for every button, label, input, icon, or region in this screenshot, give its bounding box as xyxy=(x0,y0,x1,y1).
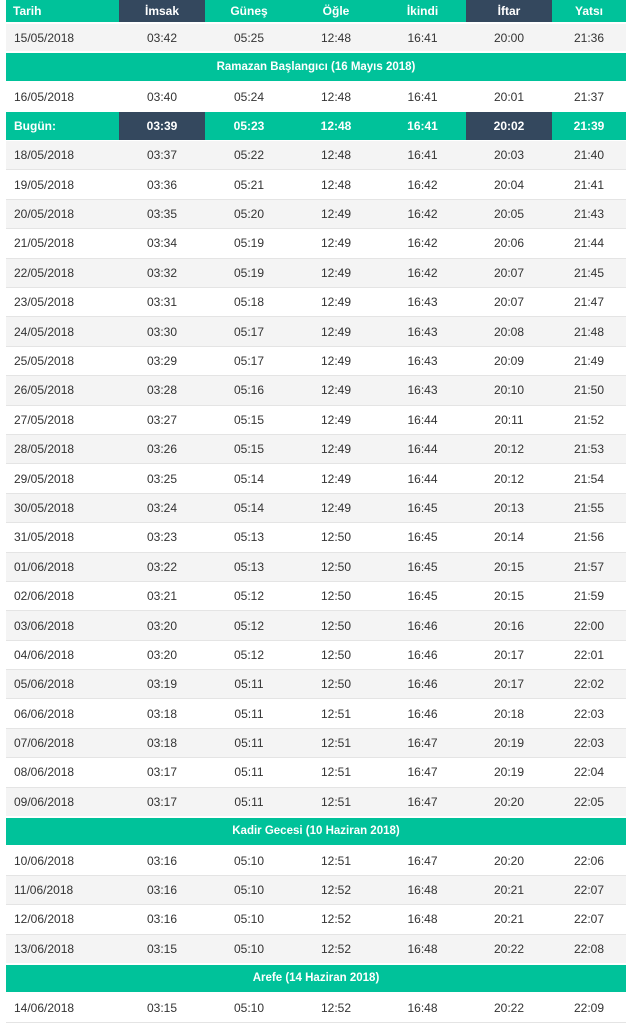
imsak-cell: 03:19 xyxy=(119,670,205,699)
imsak-cell: 03:36 xyxy=(146,177,178,192)
gunes-cell: 05:19 xyxy=(233,236,265,251)
ogle-cell: 12:49 xyxy=(320,471,352,486)
imsak-cell: 03:22 xyxy=(119,552,205,581)
yatsi-cell: 21:43 xyxy=(552,199,626,228)
imsak-cell: 03:31 xyxy=(146,295,178,310)
date-cell: 10/06/2018 xyxy=(14,853,75,868)
yatsi-cell: 21:57 xyxy=(552,552,626,581)
table-row xyxy=(6,346,626,375)
ikindi-cell: 16:46 xyxy=(407,706,438,721)
ogle-cell: 12:49 xyxy=(293,376,379,405)
date-cell: 11/06/2018 xyxy=(6,875,119,904)
yatsi-cell: 21:36 xyxy=(552,23,626,52)
ikindi-cell: 16:42 xyxy=(379,258,466,287)
gunes-cell: 05:11 xyxy=(234,765,264,780)
date-cell: 30/05/2018 xyxy=(6,493,119,522)
ogle-cell: 12:49 xyxy=(320,353,352,368)
date-cell: 03/06/2018 xyxy=(6,611,119,640)
yatsi-cell: 21:53 xyxy=(552,434,626,463)
ikindi-cell: 16:47 xyxy=(379,728,466,757)
ogle-cell: 12:51 xyxy=(320,706,352,721)
ikindi-cell: 16:42 xyxy=(379,199,466,228)
imsak-cell: 03:24 xyxy=(119,493,205,522)
date-cell: 22/05/2018 xyxy=(6,258,119,287)
imsak-cell: 03:35 xyxy=(119,199,205,228)
ogle-cell: 12:50 xyxy=(320,589,352,604)
yatsi-cell: 21:47 xyxy=(573,295,605,310)
date-cell: 16/05/2018 xyxy=(14,89,75,104)
ikindi-cell: 16:48 xyxy=(379,875,466,904)
iftar-cell: 20:08 xyxy=(466,317,552,346)
header-gunes: Güneş xyxy=(205,0,293,23)
table-row xyxy=(6,288,626,317)
iftar-cell: 20:14 xyxy=(493,530,525,545)
ogle-cell: 12:50 xyxy=(293,670,379,699)
table-row xyxy=(6,787,626,816)
gunes-cell: 05:10 xyxy=(233,912,265,927)
date-cell: 12/06/2018 xyxy=(14,912,75,927)
yatsi-cell: 22:03 xyxy=(573,706,605,721)
yatsi-cell: 21:49 xyxy=(573,353,605,368)
iftar-cell: 20:06 xyxy=(493,236,525,251)
iftar-cell: 20:21 xyxy=(493,912,525,927)
imsak-cell: 03:32 xyxy=(119,258,205,287)
ogle-cell: 12:51 xyxy=(293,787,379,816)
iftar-cell: 20:17 xyxy=(466,670,552,699)
event-label: Arefe (14 Haziran 2018) xyxy=(6,964,626,993)
date-cell: 20/05/2018 xyxy=(6,199,119,228)
ikindi-cell: 16:47 xyxy=(407,853,438,868)
iftar-cell: 20:16 xyxy=(466,611,552,640)
date-cell: 02/06/2018 xyxy=(14,589,75,604)
table-row xyxy=(6,317,626,346)
table-row xyxy=(6,611,626,640)
header-tarih: Tarih xyxy=(6,0,119,23)
gunes-cell: 05:11 xyxy=(205,728,293,757)
gunes-cell: 05:17 xyxy=(233,353,265,368)
table-row xyxy=(6,875,626,904)
ikindi-cell: 16:46 xyxy=(379,611,466,640)
table-row xyxy=(6,141,626,170)
imsak-cell: 03:30 xyxy=(119,317,205,346)
ikindi-cell: 16:45 xyxy=(379,493,466,522)
iftar-cell: 20:05 xyxy=(466,199,552,228)
yatsi-cell: 22:05 xyxy=(552,787,626,816)
table-row xyxy=(6,993,626,1022)
ikindi-cell: 16:47 xyxy=(407,765,438,780)
table-row xyxy=(6,405,626,434)
iftar-cell: 20:22 xyxy=(493,1000,525,1015)
yatsi-cell: 21:45 xyxy=(552,258,626,287)
ikindi-cell: 16:41 xyxy=(379,111,466,140)
imsak-cell: 03:37 xyxy=(119,141,205,170)
ikindi-cell: 16:41 xyxy=(407,89,438,104)
table-row xyxy=(6,934,626,963)
date-cell: 29/05/2018 xyxy=(14,471,75,486)
imsak-cell: 03:42 xyxy=(119,23,205,52)
ogle-cell: 12:50 xyxy=(293,611,379,640)
ikindi-cell: 16:43 xyxy=(379,376,466,405)
date-cell: 19/05/2018 xyxy=(14,177,75,192)
gunes-cell: 05:11 xyxy=(205,670,293,699)
date-cell: 24/05/2018 xyxy=(6,317,119,346)
table-row xyxy=(6,493,626,522)
date-cell: 15/05/2018 xyxy=(6,23,119,52)
gunes-cell: 05:25 xyxy=(205,23,293,52)
iftar-cell: 20:22 xyxy=(466,934,552,963)
date-cell: 26/05/2018 xyxy=(6,376,119,405)
ogle-cell: 12:52 xyxy=(320,912,352,927)
date-cell: 18/05/2018 xyxy=(6,141,119,170)
ikindi-cell: 16:42 xyxy=(407,177,438,192)
today-row xyxy=(6,111,626,140)
table-row xyxy=(6,552,626,581)
table-row xyxy=(6,229,626,258)
gunes-cell: 05:12 xyxy=(233,589,265,604)
date-cell: 14/06/2018 xyxy=(14,1000,75,1015)
prayer-times-table-container xyxy=(6,0,626,1023)
ikindi-cell: 16:41 xyxy=(379,141,466,170)
imsak-cell: 03:27 xyxy=(146,412,178,427)
imsak-cell: 03:39 xyxy=(119,111,205,140)
ikindi-cell: 16:45 xyxy=(407,530,438,545)
ikindi-cell: 16:44 xyxy=(379,434,466,463)
imsak-cell: 03:21 xyxy=(146,589,178,604)
iftar-cell: 20:09 xyxy=(493,353,525,368)
imsak-cell: 03:20 xyxy=(119,611,205,640)
prayer-times-table xyxy=(6,0,626,1023)
gunes-cell: 05:20 xyxy=(205,199,293,228)
yatsi-cell: 22:01 xyxy=(573,647,605,662)
ikindi-cell: 16:43 xyxy=(407,353,438,368)
gunes-cell: 05:19 xyxy=(205,258,293,287)
imsak-cell: 03:25 xyxy=(146,471,178,486)
table-row xyxy=(6,376,626,405)
iftar-cell: 20:04 xyxy=(493,177,525,192)
ogle-cell: 12:49 xyxy=(293,317,379,346)
gunes-cell: 05:21 xyxy=(233,177,265,192)
ikindi-cell: 16:43 xyxy=(379,317,466,346)
imsak-cell: 03:28 xyxy=(119,376,205,405)
imsak-cell: 03:40 xyxy=(146,89,178,104)
gunes-cell: 05:10 xyxy=(205,875,293,904)
ogle-cell: 12:52 xyxy=(293,875,379,904)
date-cell: 23/05/2018 xyxy=(14,295,75,310)
date-cell: 04/06/2018 xyxy=(14,647,75,662)
yatsi-cell: 22:02 xyxy=(552,670,626,699)
table-row xyxy=(6,905,626,934)
table-row xyxy=(6,434,626,463)
yatsi-cell: 21:55 xyxy=(552,493,626,522)
table-body xyxy=(6,23,626,1022)
yatsi-cell: 21:44 xyxy=(573,236,605,251)
imsak-cell: 03:16 xyxy=(119,875,205,904)
iftar-cell: 20:01 xyxy=(493,89,525,104)
imsak-cell: 03:16 xyxy=(146,912,178,927)
iftar-cell: 20:02 xyxy=(466,111,552,140)
yatsi-cell: 21:48 xyxy=(552,317,626,346)
imsak-cell: 03:17 xyxy=(119,787,205,816)
header-yatsi: Yatsı xyxy=(552,0,626,23)
date-cell: 13/06/2018 xyxy=(6,934,119,963)
table-header xyxy=(6,0,626,23)
imsak-cell: 03:15 xyxy=(119,934,205,963)
imsak-cell: 03:18 xyxy=(146,706,178,721)
date-cell: 31/05/2018 xyxy=(14,530,75,545)
gunes-cell: 05:15 xyxy=(233,412,265,427)
table-row xyxy=(6,82,626,111)
gunes-cell: 05:11 xyxy=(234,706,264,721)
iftar-cell: 20:11 xyxy=(494,412,524,427)
gunes-cell: 05:10 xyxy=(233,853,265,868)
today-label: Bugün: xyxy=(6,111,119,140)
date-cell: 06/06/2018 xyxy=(14,706,75,721)
gunes-cell: 05:22 xyxy=(205,141,293,170)
ogle-cell: 12:51 xyxy=(320,853,352,868)
gunes-cell: 05:10 xyxy=(205,934,293,963)
iftar-cell: 20:07 xyxy=(466,258,552,287)
gunes-cell: 05:18 xyxy=(233,295,265,310)
gunes-cell: 05:17 xyxy=(205,317,293,346)
event-row xyxy=(6,817,626,846)
ikindi-cell: 16:44 xyxy=(407,471,438,486)
yatsi-cell: 22:04 xyxy=(573,765,605,780)
imsak-cell: 03:20 xyxy=(146,647,178,662)
yatsi-cell: 22:07 xyxy=(552,875,626,904)
table-row xyxy=(6,758,626,787)
table-row xyxy=(6,846,626,875)
iftar-cell: 20:19 xyxy=(466,728,552,757)
gunes-cell: 05:16 xyxy=(205,376,293,405)
table-row xyxy=(6,464,626,493)
ikindi-cell: 16:44 xyxy=(407,412,438,427)
imsak-cell: 03:15 xyxy=(146,1000,178,1015)
date-cell: 01/06/2018 xyxy=(6,552,119,581)
ikindi-cell: 16:48 xyxy=(379,934,466,963)
yatsi-cell: 22:09 xyxy=(573,1000,605,1015)
yatsi-cell: 22:03 xyxy=(552,728,626,757)
imsak-cell: 03:23 xyxy=(146,530,178,545)
iftar-cell: 20:12 xyxy=(466,434,552,463)
ogle-cell: 12:48 xyxy=(293,111,379,140)
ikindi-cell: 16:48 xyxy=(407,1000,438,1015)
imsak-cell: 03:26 xyxy=(119,434,205,463)
ogle-cell: 12:48 xyxy=(293,23,379,52)
yatsi-cell: 21:40 xyxy=(552,141,626,170)
iftar-cell: 20:15 xyxy=(493,589,525,604)
yatsi-cell: 21:37 xyxy=(573,89,605,104)
table-row xyxy=(6,170,626,199)
date-cell: 05/06/2018 xyxy=(6,670,119,699)
iftar-cell: 20:15 xyxy=(466,552,552,581)
table-row xyxy=(6,199,626,228)
yatsi-cell: 22:06 xyxy=(573,853,605,868)
gunes-cell: 05:12 xyxy=(205,611,293,640)
event-label: Ramazan Başlangıcı (16 Mayıs 2018) xyxy=(6,52,626,81)
gunes-cell: 05:14 xyxy=(233,471,265,486)
date-cell: 21/05/2018 xyxy=(14,236,75,251)
ogle-cell: 12:49 xyxy=(293,258,379,287)
yatsi-cell: 22:00 xyxy=(552,611,626,640)
ikindi-cell: 16:48 xyxy=(407,912,438,927)
iftar-cell: 20:21 xyxy=(466,875,552,904)
ikindi-cell: 16:45 xyxy=(407,589,438,604)
header-imsak: İmsak xyxy=(119,0,205,23)
ogle-cell: 12:52 xyxy=(320,1000,352,1015)
table-row xyxy=(6,670,626,699)
ogle-cell: 12:49 xyxy=(293,434,379,463)
event-row xyxy=(6,52,626,81)
iftar-cell: 20:20 xyxy=(493,853,525,868)
table-row xyxy=(6,258,626,287)
ikindi-cell: 16:47 xyxy=(379,787,466,816)
imsak-cell: 03:17 xyxy=(146,765,178,780)
ikindi-cell: 16:42 xyxy=(407,236,438,251)
iftar-cell: 20:12 xyxy=(493,471,525,486)
imsak-cell: 03:16 xyxy=(146,853,178,868)
gunes-cell: 05:10 xyxy=(233,1000,265,1015)
event-row xyxy=(6,964,626,993)
ikindi-cell: 16:45 xyxy=(379,552,466,581)
header-row xyxy=(6,0,626,23)
yatsi-cell: 21:59 xyxy=(573,589,605,604)
yatsi-cell: 21:41 xyxy=(573,177,605,192)
header-iftar: İftar xyxy=(466,0,552,23)
yatsi-cell: 21:52 xyxy=(573,412,605,427)
ogle-cell: 12:48 xyxy=(293,141,379,170)
ogle-cell: 12:49 xyxy=(320,295,352,310)
table-row xyxy=(6,523,626,552)
imsak-cell: 03:18 xyxy=(119,728,205,757)
imsak-cell: 03:34 xyxy=(146,236,178,251)
yatsi-cell: 22:08 xyxy=(552,934,626,963)
date-cell: 08/06/2018 xyxy=(14,765,75,780)
iftar-cell: 20:03 xyxy=(466,141,552,170)
table-row xyxy=(6,728,626,757)
gunes-cell: 05:12 xyxy=(233,647,265,662)
ogle-cell: 12:50 xyxy=(320,647,352,662)
yatsi-cell: 22:07 xyxy=(573,912,605,927)
iftar-cell: 20:10 xyxy=(466,376,552,405)
ogle-cell: 12:50 xyxy=(320,530,352,545)
gunes-cell: 05:13 xyxy=(233,530,265,545)
ogle-cell: 12:48 xyxy=(320,89,352,104)
gunes-cell: 05:14 xyxy=(205,493,293,522)
ikindi-cell: 16:41 xyxy=(379,23,466,52)
yatsi-cell: 21:56 xyxy=(573,530,605,545)
ogle-cell: 12:52 xyxy=(293,934,379,963)
gunes-cell: 05:13 xyxy=(205,552,293,581)
imsak-cell: 03:29 xyxy=(146,353,178,368)
table-row xyxy=(6,581,626,610)
yatsi-cell: 21:54 xyxy=(573,471,605,486)
date-cell: 27/05/2018 xyxy=(14,412,75,427)
ogle-cell: 12:51 xyxy=(293,728,379,757)
ogle-cell: 12:50 xyxy=(293,552,379,581)
iftar-cell: 20:13 xyxy=(466,493,552,522)
iftar-cell: 20:19 xyxy=(493,765,525,780)
header-ogle: Öğle xyxy=(293,0,379,23)
iftar-cell: 20:20 xyxy=(466,787,552,816)
ogle-cell: 12:49 xyxy=(320,412,352,427)
ikindi-cell: 16:46 xyxy=(379,670,466,699)
iftar-cell: 20:07 xyxy=(493,295,525,310)
gunes-cell: 05:11 xyxy=(205,787,293,816)
ogle-cell: 12:49 xyxy=(320,236,352,251)
gunes-cell: 05:24 xyxy=(233,89,265,104)
header-ikindi: İkindi xyxy=(379,0,466,23)
iftar-cell: 20:17 xyxy=(493,647,525,662)
yatsi-cell: 21:39 xyxy=(552,111,626,140)
date-cell: 28/05/2018 xyxy=(6,434,119,463)
iftar-cell: 20:18 xyxy=(493,706,525,721)
table-row xyxy=(6,23,626,52)
ogle-cell: 12:51 xyxy=(320,765,352,780)
ogle-cell: 12:49 xyxy=(293,493,379,522)
date-cell: 09/06/2018 xyxy=(6,787,119,816)
ogle-cell: 12:48 xyxy=(320,177,352,192)
table-row xyxy=(6,699,626,728)
ogle-cell: 12:49 xyxy=(293,199,379,228)
table-row xyxy=(6,640,626,669)
date-cell: 07/06/2018 xyxy=(6,728,119,757)
gunes-cell: 05:23 xyxy=(205,111,293,140)
date-cell: 25/05/2018 xyxy=(14,353,75,368)
yatsi-cell: 21:50 xyxy=(552,376,626,405)
iftar-cell: 20:00 xyxy=(466,23,552,52)
event-label: Kadir Gecesi (10 Haziran 2018) xyxy=(6,817,626,846)
gunes-cell: 05:15 xyxy=(205,434,293,463)
ikindi-cell: 16:46 xyxy=(407,647,438,662)
ikindi-cell: 16:43 xyxy=(407,295,438,310)
